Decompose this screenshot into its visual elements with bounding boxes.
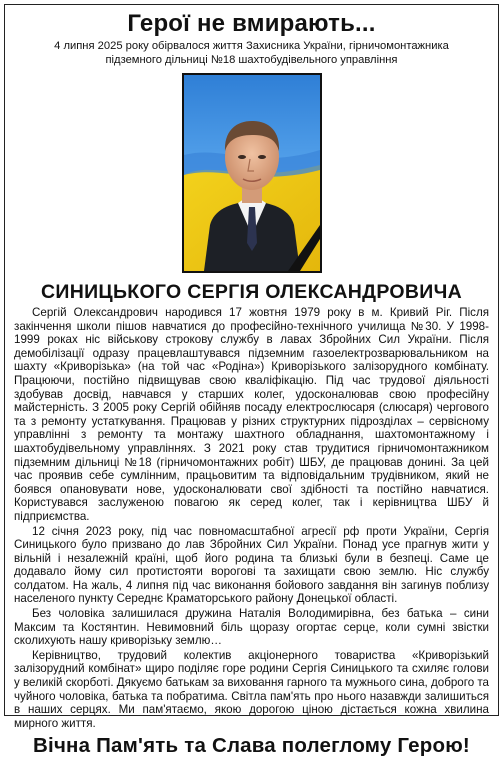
biography-paragraph: Сергій Олександрович народився 17 жовтня 1979 року в м. Кривий Ріг. Після закінчення школи пішов навчатися до професійно-технічного училища №30. У 1998-1999 роках ніс військову строкову службу в лавах Збройних Сил України. Після демобілізації одразу працевлаштувався підземним газоелектрозварювальником на шахту «Криворізька» (на той час «Родіна») Криворізького залізорудного комбінату. Працюючи, постійно підвищував свою кваліфікацію. Під час трудової діяльності здобував досвід, навчався у старших колег, удосконалював свою професійну майстерність. З 2005 року Сергій обійняв посаду електрослюсаря (слюсаря) чергового та з ремонту устаткування. Працював у різних структурних підрозділах – сервісному управлінні з ремонту та монтажу шахтного обладнання, шахтомонтажному і шахтобудівельному управліннях. З 2021 року став трудитися гірничомонтажником підземним дільниці №18 (гірничомонтажних робіт) ШБУ, де працював донині. За цей час проявив себе сумлінним, працьовитим та відповідальним трудівником, який не боявся опановувати нове, удосконалювати свої здібності та постійно навчатися. Користувався заслуженою повагою як серед колег, так і керівництва ШБУ й підприємства. [14,306,489,523]
deceased-name: СИНИЦЬКОГО СЕРГІЯ ОЛЕКСАНДРОВИЧА [41,281,462,303]
condolence-paragraph: Керівництво, трудовий колектив акціонерного товариства «Криворізький залізорудний комбінат» щиро поділяє горе родини Сергія Синицького та схиляє голови у великій скорботі. Дякуємо батькам за виховання гарного та мужнього сина, доброго та чуйного чоловіка, батька та побратима. Світла пам'ять про нього назавжди залишиться в наших серцях. Ми пам'ятаємо, якою дорогою ціною дістається кожна хвилина мирного життя. [14,648,489,730]
obituary-page [4,4,499,758]
military-service-paragraph: 12 січня 2023 року, під час повномасштабної агресії рф проти України, Сергія Синицького було призвано до лав Збройних Сил України. Понад усе прагнув жити у вільній і незалежній країні, щоб його родина та близькі були в безпеці. Саме це додавало йому сил протистояти ворогові та захищати свою землю. Ніс службу солдатом. На жаль, 4 липня під час виконання бойового завдання він загинув поблизу населеного пункту Середнє Краматорського району Донецької області. [14,524,489,606]
portrait-photo [182,73,322,273]
family-paragraph: Без чоловіка залишилася дружина Наталія Володимирівна, без батька – сини Максим та Костянтин. Невимовний біль щоразу огортає серце, коли сумні звістки сколихують нашу криворізьку землю… [14,607,489,648]
closing-line: Вічна Пам'ять та Слава полеглому Герою! [33,734,470,758]
portrait-image [184,75,320,271]
intro-text: 4 липня 2025 року обірвалося життя Захисника України, гірничомонтажника підземного дільниці №18 шахтобудівельного управління [54,40,449,66]
headline: Герої не вмирають... [127,10,376,37]
